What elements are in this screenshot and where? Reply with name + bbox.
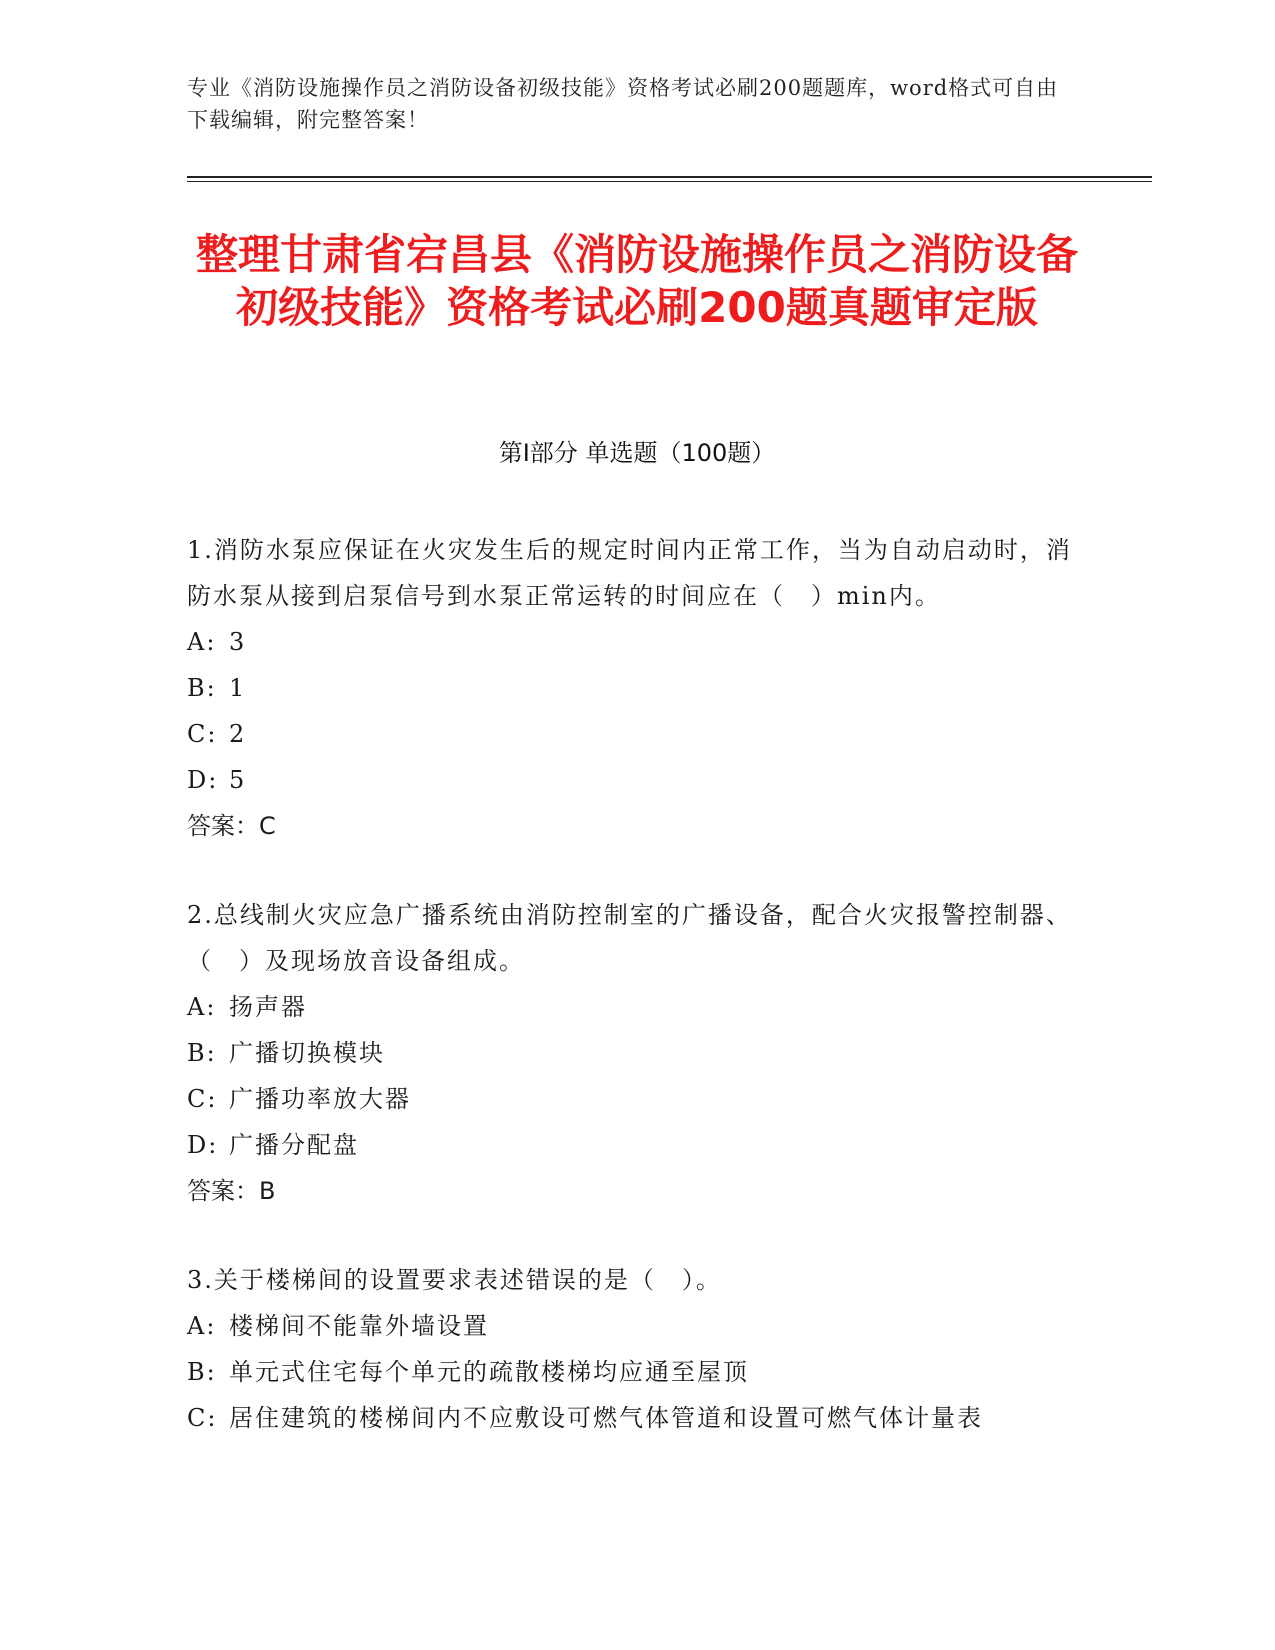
option-text: 3: [229, 628, 247, 656]
question-stem: 1.消防水泵应保证在火灾发生后的规定时间内正常工作，当为自动启动时，消防水泵从接到启泵信号到水泵正常运转的时间应在（ ）min内。: [187, 536, 1072, 610]
question-stem: 2.总线制火灾应急广播系统由消防控制室的广播设备，配合火灾报警控制器、（ ）及现场放音设备组成。: [187, 901, 1072, 975]
option-key: B:: [187, 674, 217, 702]
option-text: 楼梯间不能靠外墙设置: [229, 1312, 489, 1340]
option-text: 居住建筑的楼梯间内不应敷设可燃气体管道和设置可燃气体计量表: [229, 1404, 983, 1432]
option-b: [187, 1349, 1087, 1395]
answer: 答案：B: [187, 1177, 276, 1205]
question-1: [187, 527, 1087, 849]
option-key: C:: [187, 720, 218, 748]
option-a: [187, 1303, 1087, 1349]
option-key: A:: [187, 628, 217, 656]
option-text: 5: [229, 766, 247, 794]
option-b: [187, 1030, 1087, 1076]
option-key: A:: [187, 993, 217, 1021]
header-divider-thin: [187, 181, 1152, 182]
option-d: [187, 1122, 1087, 1168]
option-key: A:: [187, 1312, 217, 1340]
option-key: B:: [187, 1358, 217, 1386]
option-c: [187, 1076, 1087, 1122]
option-text: 广播切换模块: [229, 1039, 385, 1067]
option-text: 扬声器: [229, 993, 307, 1021]
option-b: [187, 665, 1087, 711]
question-list: [187, 527, 1087, 1484]
option-a: [187, 619, 1087, 665]
option-c: [187, 711, 1087, 757]
option-text: 广播分配盘: [229, 1131, 359, 1159]
section-title: 第Ⅰ部分 单选题（100题）: [498, 439, 776, 467]
option-text: 2: [229, 720, 247, 748]
option-d: [187, 757, 1087, 803]
header-note: 专业《消防设施操作员之消防设备初级技能》资格考试必刷200题题库，word格式可自由下载编辑，附完整答案！: [187, 76, 1059, 132]
option-key: D:: [187, 766, 219, 794]
option-key: C:: [187, 1404, 218, 1432]
header-divider-thick: [187, 176, 1152, 178]
question-stem: 3.关于楼梯间的设置要求表述错误的是（ ）。: [187, 1266, 722, 1294]
question-3: [187, 1257, 1087, 1441]
option-a: [187, 984, 1087, 1030]
document-title: 整理甘肃省宕昌县《消防设施操作员之消防设备初级技能》资格考试必刷200题真题审定版: [195, 230, 1078, 332]
option-text: 1: [229, 674, 247, 702]
option-text: 广播功率放大器: [229, 1085, 411, 1113]
answer: 答案：C: [187, 812, 276, 840]
option-text: 单元式住宅每个单元的疏散楼梯均应通至屋顶: [229, 1358, 749, 1386]
option-key: C:: [187, 1085, 218, 1113]
question-2: [187, 892, 1087, 1214]
option-c: [187, 1395, 1087, 1441]
option-key: D:: [187, 1131, 219, 1159]
option-key: B:: [187, 1039, 217, 1067]
